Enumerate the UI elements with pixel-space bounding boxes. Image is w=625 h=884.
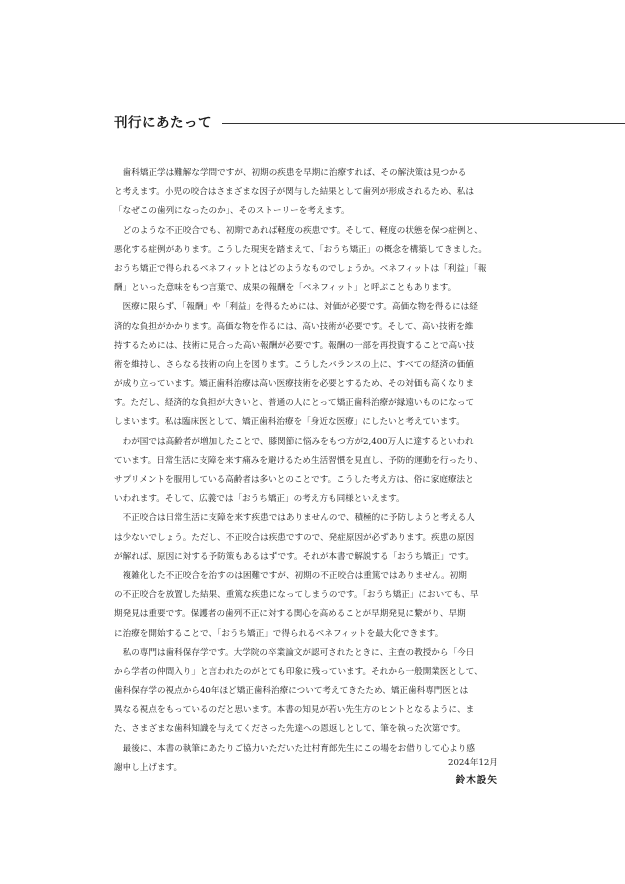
heading-rule [222, 123, 625, 124]
body-line: ています。日常生活に支障を来す痛みを避けるため生活習慣を見直し、予防的運動を行ったり、 [114, 455, 483, 466]
body-line: どのような不正咬合でも、初期であれば軽度の疾患です。そして、軽度の状態を保つ症例と、 [114, 225, 483, 236]
body-line: 酬」といった意味をもつ言葉で、成果の報酬を「ベネフィット」と呼ぶこともあります。 [114, 283, 457, 294]
body-line: 医療に限らず、「報酬」や「利益」を得るためには、対価が必要です。高価な物を得るには経 [114, 302, 478, 313]
body-line: た、さまざまな歯科知識を与えてくださった先達への恩返しとして、筆を執った次第です。 [114, 724, 466, 735]
body-line: 済的な負担がかかります。高価な物を作るには、高い技術が必要です。そして、高い技術を維 [114, 321, 474, 332]
body-line: の不正咬合を放置した結果、重篤な疾患になってしまうのです。「おうち矯正」においても、早 [114, 590, 479, 601]
body-line: 歯科矯正学は難解な学問ですが、初期の疾患を早期に治療すれば、その解決策は見つかる [114, 168, 467, 178]
heading-row [114, 113, 625, 133]
body-line: 最後に、本書の執筆にあたりご協力いただいた辻村育郎先生にこの場をお借りして心より感 [114, 743, 475, 754]
body-line: 謝申し上げます。 [114, 762, 183, 773]
body-text [114, 164, 504, 778]
body-line: と考えます。小児の咬合はさまざまな因子が関与した結果として歯列が形成されるため、私は [114, 187, 474, 198]
body-line: に治療を開始することで、「おうち矯正」で得られるベネフィットを最大化できます。 [114, 628, 444, 639]
body-line: 複雑化した不正咬合を治すのは困難ですが、初期の不正咬合は重篤ではありません。初期 [114, 570, 467, 581]
body-line: サプリメントを服用している高齢者は多いとのことです。こうした考え方は、俗に家庭療法と [114, 475, 474, 485]
body-line: が成り立っています。矯正歯科治療は高い医療技術を必要とするため、その対価も高くなりま [114, 379, 474, 390]
body-line: が解れば、原因に対する予防策もあるはずです。それが本書で解説する「おうち矯正」です。 [114, 551, 474, 562]
body-line: いわれます。そして、広義では「おうち矯正」の考え方も同様といえます。 [114, 494, 405, 505]
body-line: 期発見は重要です。保護者の歯列不正に対する関心を高めることが早期発見に繋がり、早期 [114, 609, 466, 620]
body-line: 不正咬合は日常生活に支障を来す疾患ではありませんので、積極的に予防しようと考える人 [114, 513, 475, 524]
body-line: 持するためには、技術に見合った高い報酬が必要です。報酬の一部を再投資することで高い技 [114, 340, 475, 351]
page-heading: 刊行にあたって [114, 115, 212, 131]
body-line: 異なる視点をもっているのだと思います。本書の知見が若い先生方のヒントとなるように、ま [114, 705, 475, 716]
date: 2024年12月 [448, 758, 498, 768]
signoff [448, 754, 498, 790]
body-line: 「なぜこの歯列になったのか」、そのストーリーを考えます。 [114, 206, 350, 217]
body-line: は少ないでしょう。ただし、不正咬合は疾患ですので、発症原因が必ずあります。疾患の原因 [114, 532, 475, 543]
body-line: から学者の仲間入り」と言われたのがとても印象に残っています。それから一般開業医として、 [114, 666, 483, 677]
body-line: 歯科保存学の視点から40年ほど矯正歯科治療について考えてきたため、矯正歯科専門医とは [114, 686, 469, 697]
body-line: 私の専門は歯科保存学です。大学院の卒業論文が認可されたときに、主査の教授から「今日 [114, 647, 475, 658]
body-line: わが国では高齢者が増加したことで、膝関節に悩みをもつ方が2,400万人に達するといわれ [114, 436, 474, 447]
body-line: しまいます。私は臨床医として、矯正歯科治療を「身近な医療」にしたいと考えています。 [114, 417, 465, 428]
body-line: おうち矯正で得られるベネフィットとはどのようなものでしょうか。ベネフィットは「利益」「報 [114, 263, 487, 274]
body-line: 悪化する症例があります。こうした現実を踏まえて、「おうち矯正」の概念を構築してきました。 [114, 244, 487, 255]
body-line: 術を維持し、さらなる技術の向上を図ります。こうしたバランスの上に、すべての経済の価値 [114, 359, 474, 370]
author-name: 鈴木設矢 [455, 775, 498, 786]
body-line: す。ただし、経済的な負担が大きいと、普通の人にとって矯正歯科治療が縁遠いものになって [114, 398, 475, 409]
